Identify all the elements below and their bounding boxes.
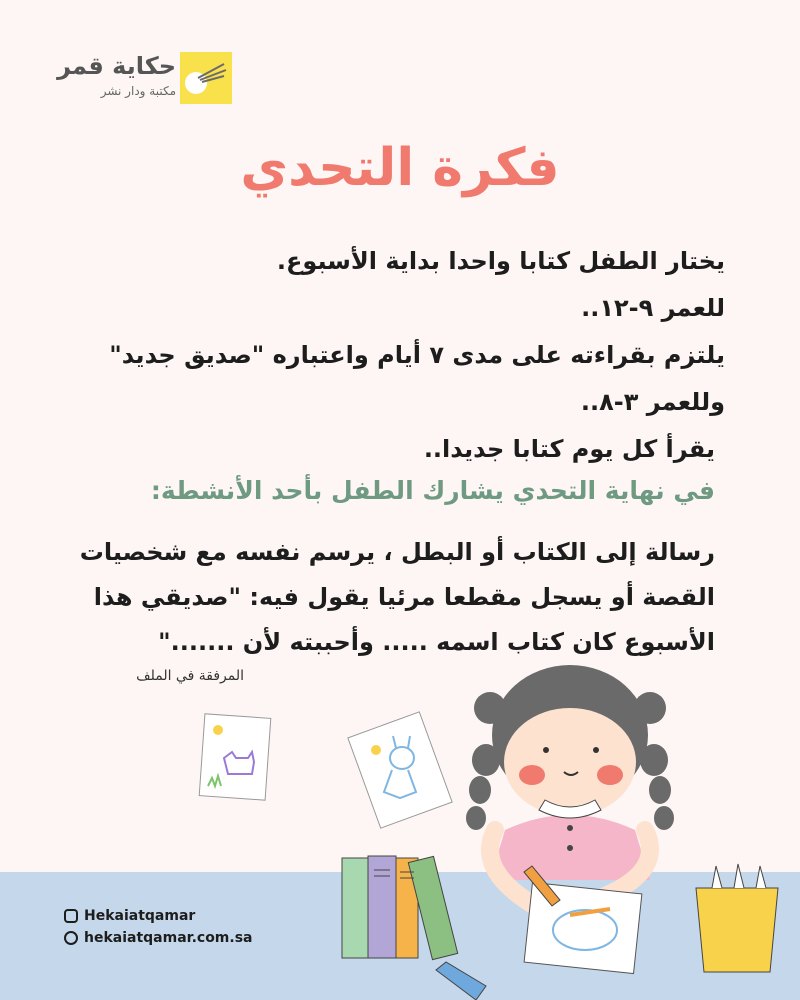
cat-drawing-card <box>199 714 271 800</box>
logo-tagline: مكتبة ودار نشر <box>100 84 176 98</box>
activities-heading: في نهاية التحدي يشارك الطفل بأحد الأنشطة: <box>150 476 715 505</box>
books-stack <box>342 856 458 960</box>
text-line: للعمر ٩-١٢.. <box>581 294 725 322</box>
paper-drawing <box>524 882 642 973</box>
logo-name: حكاية قمر <box>57 52 176 80</box>
text-line: وللعمر ٣-٨.. <box>580 388 725 416</box>
text-line: رسالة إلى الكتاب أو البطل ، يرسم نفسه مع شخصيات <box>79 538 715 566</box>
bunny-drawing-card <box>348 712 452 828</box>
text-line: يلتزم بقراءته على مدى ٧ أيام واعتباره "صديق جديد" <box>109 341 725 369</box>
globe-icon <box>64 931 78 945</box>
page-title: فكرة التحدي <box>240 138 560 198</box>
text-line: يختار الطفل كتابا واحدا بداية الأسبوع. <box>276 247 725 275</box>
attached-note: المرفقة في الملف <box>136 668 244 684</box>
instagram-icon <box>64 909 78 923</box>
text-line: يقرأ كل يوم كتابا جديدا.. <box>423 435 715 463</box>
crayon-cup <box>696 864 778 972</box>
marker-icon <box>436 962 486 1000</box>
instagram-handle[interactable] <box>64 908 195 924</box>
girl-figure <box>466 665 674 906</box>
text-line: الأسبوع كان كتاب اسمه ..... وأحببته لأن ......." <box>158 628 715 656</box>
instagram-text: Hekaiatqamar <box>84 908 196 924</box>
text-line: القصة أو يسجل مقطعا مرئيا يقول فيه: "صديقي هذا <box>93 583 715 611</box>
website-text: hekaiatqamar.com.sa <box>84 930 253 946</box>
website-link[interactable] <box>64 930 253 946</box>
